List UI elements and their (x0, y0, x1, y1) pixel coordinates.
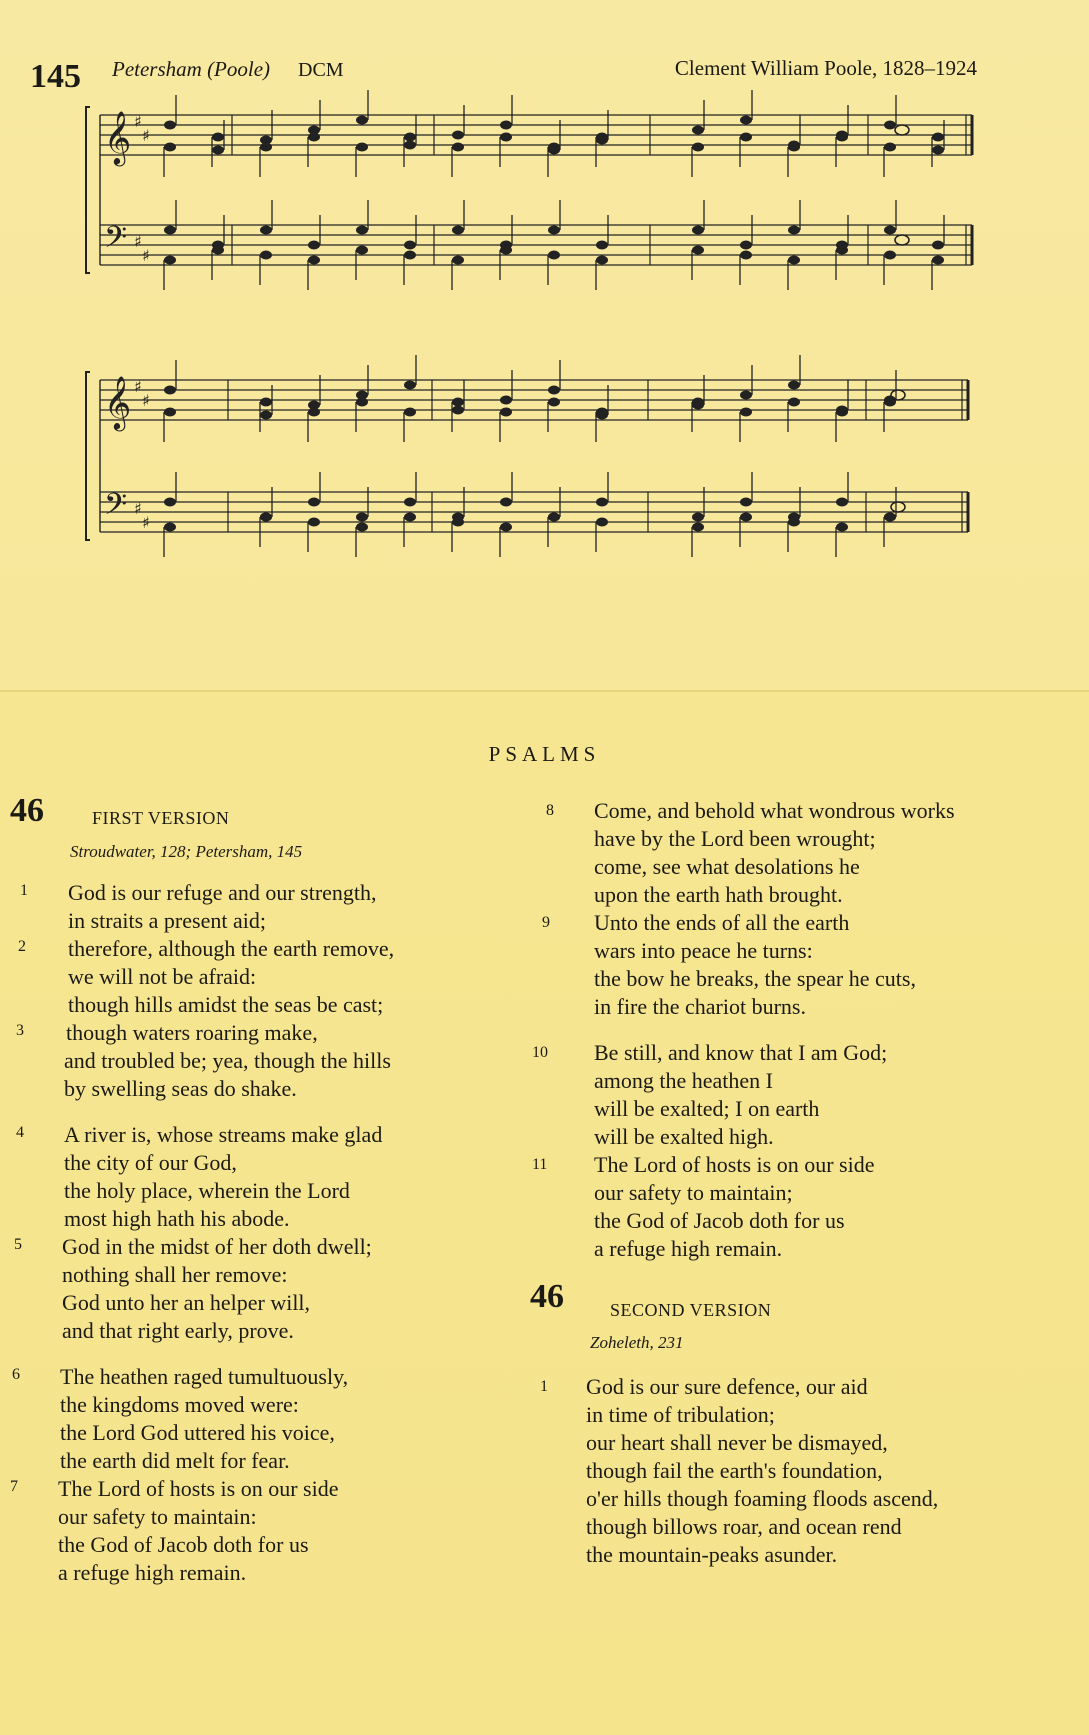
half-note (895, 235, 909, 245)
half-note (895, 125, 909, 135)
note (404, 513, 416, 522)
note (932, 241, 944, 250)
note (692, 143, 704, 152)
verse-line: in straits a present aid; (68, 908, 266, 933)
note (164, 121, 176, 130)
verse-line: in time of tribulation; (586, 1402, 775, 1427)
note (548, 143, 560, 152)
note (308, 498, 320, 507)
verse-line: therefore, although the earth remove, (68, 936, 395, 961)
bass-clef: 𝄢 (104, 221, 128, 262)
verse-line: upon the earth hath brought. (594, 882, 843, 907)
verse-number: 1 (20, 882, 28, 899)
note (452, 226, 464, 235)
verse-line: our safety to maintain: (58, 1504, 257, 1529)
verse-number: 11 (532, 1156, 548, 1173)
note (548, 251, 560, 260)
treble-clef: 𝄞 (104, 375, 132, 429)
note (740, 408, 752, 417)
verse-number: 4 (16, 1124, 24, 1141)
verse-line: and troubled be; yea, though the hills (64, 1048, 391, 1073)
verse-line: Come, and behold what wondrous works (594, 798, 955, 823)
note (260, 513, 272, 522)
verse-line: will be exalted; I on earth (594, 1096, 820, 1121)
note (452, 143, 464, 152)
note (884, 226, 896, 235)
verse-line: the holy place, wherein the Lord (64, 1178, 350, 1203)
sharp-sign: ♯ (134, 112, 142, 131)
note (596, 256, 608, 265)
note (356, 226, 368, 235)
verse-number: 9 (542, 914, 550, 931)
music-score (0, 0, 1089, 600)
treble-clef: 𝄞 (104, 110, 132, 164)
note (692, 513, 704, 522)
note (788, 398, 800, 407)
verse-line: our safety to maintain; (594, 1180, 793, 1205)
note (692, 246, 704, 255)
note (788, 518, 800, 527)
verse-line: The Lord of hosts is on our side (594, 1152, 875, 1177)
psalm-tune-references: Stroudwater, 128; Petersham, 145 (70, 842, 303, 861)
verse-line: God in the midst of her doth dwell; (62, 1234, 372, 1259)
note (884, 143, 896, 152)
note (596, 498, 608, 507)
verse-line: God is our sure defence, our aid (586, 1374, 868, 1399)
verse-line: a refuge high remain. (58, 1560, 247, 1585)
note (548, 513, 560, 522)
sharp-sign: ♯ (134, 232, 142, 251)
verse-number: 2 (18, 938, 26, 955)
note (260, 226, 272, 235)
brace (86, 107, 90, 273)
note (404, 133, 416, 142)
note (500, 523, 512, 532)
note (836, 498, 848, 507)
note (932, 146, 944, 155)
note (452, 256, 464, 265)
note (500, 498, 512, 507)
verse-line: God is our refuge and our strength, (68, 880, 377, 905)
note (692, 226, 704, 235)
note (356, 398, 368, 407)
hymn-meter: DCM (298, 59, 344, 81)
verse-line: though hills amidst the seas be cast; (68, 992, 384, 1017)
sharp-sign: ♯ (142, 126, 150, 145)
note (500, 246, 512, 255)
verse-line: the city of our God, (64, 1150, 237, 1175)
sharp-sign: ♯ (134, 499, 142, 518)
staff-systems (86, 90, 972, 557)
note (452, 406, 464, 415)
verse-number: 7 (10, 1478, 18, 1495)
note (884, 121, 896, 130)
note (884, 251, 896, 260)
note (836, 408, 848, 417)
note (692, 398, 704, 407)
note (212, 146, 224, 155)
verse-line: nothing shall her remove: (62, 1262, 288, 1287)
tune-name: Petersham (Poole) (112, 57, 271, 81)
note (500, 408, 512, 417)
note (596, 408, 608, 417)
note (212, 246, 224, 255)
verse-line: the bow he breaks, the spear he cuts, (594, 966, 916, 991)
verse-line: we will not be afraid: (68, 964, 257, 989)
verse-number: 3 (16, 1022, 24, 1039)
psalm-version-second: SECOND VERSION (610, 1300, 772, 1320)
note (452, 398, 464, 407)
note (836, 246, 848, 255)
note (164, 386, 176, 395)
note (308, 256, 320, 265)
verse-line: by swelling seas do shake. (64, 1076, 297, 1101)
note (260, 398, 272, 407)
psalm-tune-reference-second: Zoheleth, 231 (590, 1333, 684, 1352)
note (356, 246, 368, 255)
verse-line: o'er hills though foaming floods ascend, (586, 1486, 939, 1511)
note (596, 241, 608, 250)
note (404, 141, 416, 150)
verse-number: 10 (532, 1044, 548, 1061)
note (836, 133, 848, 142)
sharp-sign: ♯ (142, 391, 150, 410)
verse-line: though billows roar, and ocean rend (586, 1514, 902, 1539)
verse-line: wars into peace he turns: (594, 938, 813, 963)
note (164, 408, 176, 417)
note (836, 523, 848, 532)
note (692, 523, 704, 532)
note (548, 386, 560, 395)
note (548, 398, 560, 407)
verse-line: will be exalted high. (594, 1124, 774, 1149)
verse-line: come, see what desolations he (594, 854, 860, 879)
note (164, 143, 176, 152)
note (356, 523, 368, 532)
note (788, 256, 800, 265)
note (932, 133, 944, 142)
page-fold (0, 690, 1089, 692)
psalm-number-second: 46 (530, 1278, 564, 1315)
verse-line: though waters roaring make, (66, 1020, 318, 1045)
verse-line: Be still, and know that I am God; (594, 1040, 888, 1065)
bass-clef: 𝄢 (104, 488, 128, 529)
sharp-sign: ♯ (134, 377, 142, 396)
note (404, 241, 416, 250)
verse-line: the mountain-peaks asunder. (586, 1542, 838, 1567)
half-note (891, 502, 905, 512)
verse-line: have by the Lord been wrought; (594, 826, 876, 851)
note (740, 241, 752, 250)
note (596, 133, 608, 142)
note (500, 121, 512, 130)
note (788, 226, 800, 235)
psalm-version: FIRST VERSION (92, 808, 230, 828)
note (596, 518, 608, 527)
note (452, 518, 464, 527)
verse-line: The heathen raged tumultuously, (60, 1364, 349, 1389)
note (452, 131, 464, 140)
verse-line: in fire the chariot burns. (594, 994, 806, 1019)
section-title: PSALMS (488, 742, 601, 766)
half-note (891, 390, 905, 400)
brace (86, 372, 90, 540)
note (500, 396, 512, 405)
note (260, 143, 272, 152)
note (692, 126, 704, 135)
sharp-sign: ♯ (142, 513, 150, 532)
verse-line: the Lord God uttered his voice, (60, 1420, 335, 1445)
verse-number: 6 (12, 1366, 20, 1383)
note (404, 408, 416, 417)
hymn-composer: Clement William Poole, 1828–1924 (674, 56, 977, 80)
note (308, 241, 320, 250)
sharp-sign: ♯ (142, 246, 150, 265)
note (740, 133, 752, 142)
note (740, 498, 752, 507)
note (788, 381, 800, 390)
note (308, 133, 320, 142)
note (740, 391, 752, 400)
verse-line: among the heathen I (594, 1068, 773, 1093)
verse-line: the kingdoms moved were: (60, 1392, 299, 1417)
verse-line: A river is, whose streams make glad (64, 1122, 383, 1147)
verse-line: most high hath his abode. (64, 1206, 290, 1231)
verse-line: though fail the earth's foundation, (586, 1458, 883, 1483)
verse-line: the God of Jacob doth for us (594, 1208, 845, 1233)
note (260, 251, 272, 260)
note (356, 513, 368, 522)
verse-line: the earth did melt for fear. (60, 1448, 290, 1473)
note (884, 513, 896, 522)
note (500, 133, 512, 142)
note (932, 256, 944, 265)
verse-line: Unto the ends of all the earth (594, 910, 850, 935)
note (404, 251, 416, 260)
note (308, 518, 320, 527)
note (356, 143, 368, 152)
note (164, 498, 176, 507)
note (356, 116, 368, 125)
verse-line: The Lord of hosts is on our side (58, 1476, 339, 1501)
verse-number: 1 (540, 1378, 548, 1395)
note (740, 116, 752, 125)
verse-number: 8 (546, 802, 554, 819)
note (308, 408, 320, 417)
verse-number: 5 (14, 1236, 22, 1253)
note (260, 411, 272, 420)
note (164, 523, 176, 532)
verse-line: the God of Jacob doth for us (58, 1532, 309, 1557)
verse-line: our heart shall never be dismayed, (586, 1430, 888, 1455)
hymn-number: 145 (30, 58, 81, 95)
note (548, 226, 560, 235)
note (164, 226, 176, 235)
verse-line: and that right early, prove. (62, 1318, 294, 1343)
note (740, 251, 752, 260)
verse-line: a refuge high remain. (594, 1236, 783, 1261)
note (404, 381, 416, 390)
note (404, 498, 416, 507)
psalm-number: 46 (10, 792, 44, 829)
note (212, 133, 224, 142)
verse-line: God unto her an helper will, (62, 1290, 311, 1315)
note (164, 256, 176, 265)
note (740, 513, 752, 522)
note (788, 143, 800, 152)
